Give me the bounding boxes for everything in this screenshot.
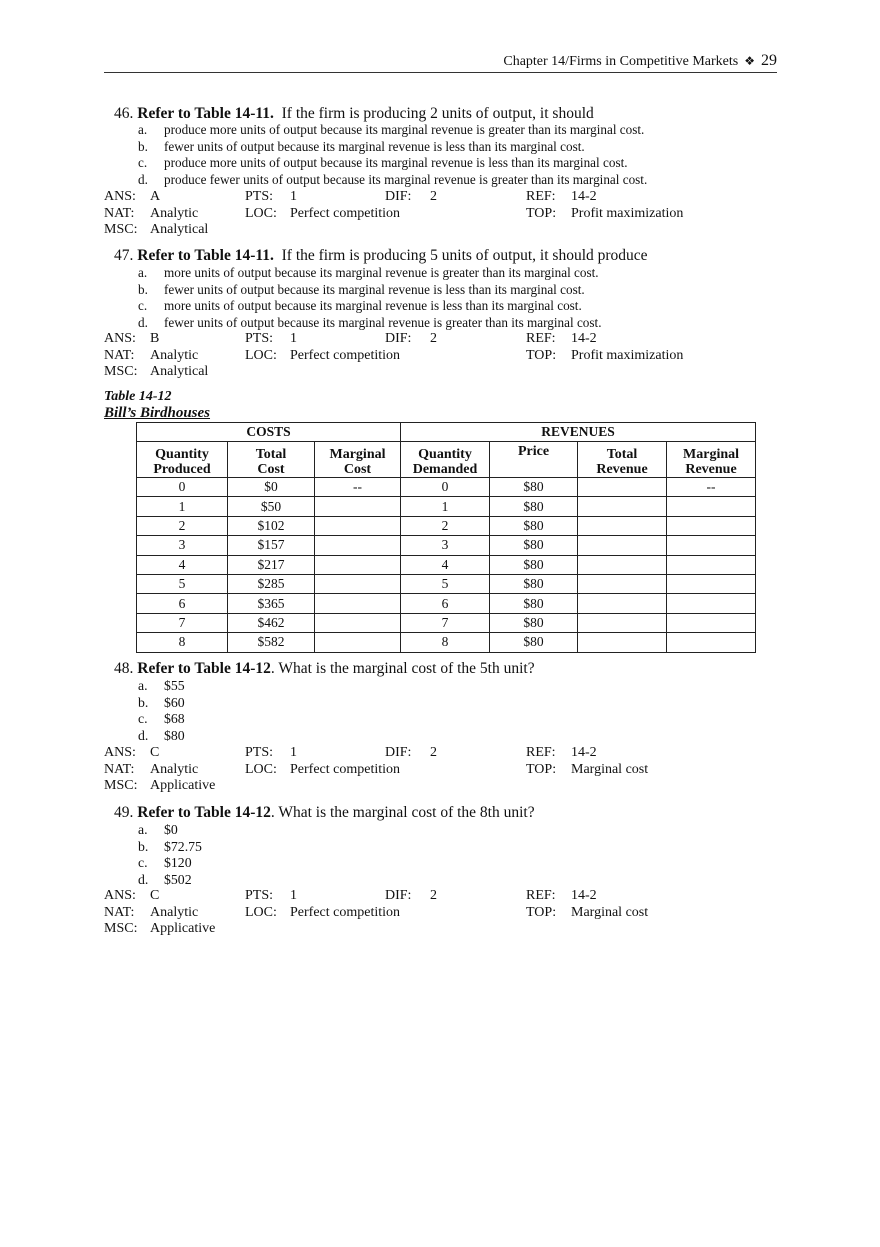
chapter-title: Chapter 14/Firms in Competitive Markets xyxy=(503,54,739,69)
page-number: 29 xyxy=(761,52,777,69)
table-group-header xyxy=(137,423,756,442)
table-cell: $80 xyxy=(490,613,578,632)
table-cell xyxy=(578,613,667,632)
choice-b: b. fewer units of output because its marginal revenue is less than its marginal cost. xyxy=(138,138,585,154)
question-stem: . What is the marginal cost of the 5th unit? xyxy=(270,660,535,677)
table-cell: 0 xyxy=(137,478,228,497)
table-cell xyxy=(315,613,401,632)
question-47-choices xyxy=(138,265,602,331)
costs-header: COSTS xyxy=(137,423,401,442)
choice-c: c. more units of output because its marginal revenue is less than its marginal cost. xyxy=(138,298,582,314)
table-column-header xyxy=(137,442,756,478)
choice-d: d. fewer units of output because its marginal revenue is greater than its marginal cost. xyxy=(138,314,602,330)
table-cell: -- xyxy=(315,478,401,497)
diamond-bullet-icon: ❖ xyxy=(744,54,755,68)
choice-b: b. fewer units of output because its marginal revenue is less than its marginal cost. xyxy=(138,281,585,297)
table-cell: 4 xyxy=(401,555,490,574)
table-cell xyxy=(667,613,756,632)
table-cell: $80 xyxy=(490,555,578,574)
table-cell: $80 xyxy=(490,574,578,593)
choice-a: a. more units of output because its marginal revenue is greater than its marginal cost. xyxy=(138,265,599,280)
table-row xyxy=(137,613,756,632)
table-cell xyxy=(667,555,756,574)
table-cell: $50 xyxy=(228,497,315,516)
choice-d: d. $80 xyxy=(138,727,185,743)
table-cell xyxy=(578,478,667,497)
table-cell xyxy=(315,536,401,555)
choice-c: c. $68 xyxy=(138,711,185,727)
column-header: Marginal Revenue xyxy=(667,442,756,478)
question-49-choices xyxy=(138,822,202,888)
table-cell: 6 xyxy=(137,594,228,613)
question-stem: If the firm is producing 5 units of output, it should produce xyxy=(281,247,648,264)
table-row xyxy=(137,516,756,535)
table-name: Bill’s Birdhouses xyxy=(104,405,211,421)
table-cell: 2 xyxy=(137,516,228,535)
table-cell: $462 xyxy=(228,613,315,632)
question-ref: Refer to Table 14-11. xyxy=(137,105,274,122)
question-ref: Refer to Table 14-11. xyxy=(137,247,274,264)
table-cell: 5 xyxy=(137,574,228,593)
table-row xyxy=(137,633,756,652)
column-header: Marginal Cost xyxy=(315,442,401,478)
choice-b: b. $72.75 xyxy=(138,838,202,854)
table-cell: 8 xyxy=(137,633,228,652)
table-cell: 2 xyxy=(401,516,490,535)
table-cell: 3 xyxy=(401,536,490,555)
question-49: 49. Refer to Table 14-12. What is the marginal cost of the 8th unit? xyxy=(114,804,535,821)
question-stem: . What is the marginal cost of the 8th unit? xyxy=(270,804,535,821)
table-cell: -- xyxy=(667,478,756,497)
table-cell: 8 xyxy=(401,633,490,652)
table-cell xyxy=(667,536,756,555)
table-cell: $217 xyxy=(228,555,315,574)
table-row xyxy=(137,536,756,555)
table-row xyxy=(137,478,756,497)
table-cell xyxy=(578,555,667,574)
choice-c: c. produce more units of output because its marginal revenue is less than its marginal cost. xyxy=(138,155,628,171)
question-48: 48. Refer to Table 14-12. What is the marginal cost of the 5th unit? xyxy=(114,660,535,677)
table-row xyxy=(137,497,756,516)
table-cell: $80 xyxy=(490,633,578,652)
table-cell: $102 xyxy=(228,516,315,535)
column-header: Quantity Demanded xyxy=(401,442,490,478)
table-cell xyxy=(315,633,401,652)
choice-c: c. $120 xyxy=(138,855,192,871)
column-header: Price xyxy=(490,442,578,478)
table-cell xyxy=(578,594,667,613)
table-cell xyxy=(315,555,401,574)
table-cell: $80 xyxy=(490,536,578,555)
table-cell: 1 xyxy=(401,497,490,516)
table-cell xyxy=(667,497,756,516)
choice-a: a. $0 xyxy=(138,822,178,837)
table-cell: 1 xyxy=(137,497,228,516)
table-cell: $157 xyxy=(228,536,315,555)
table-cell xyxy=(315,594,401,613)
choice-d: d. produce fewer units of output because its marginal revenue is greater than its marginal cost. xyxy=(138,171,648,187)
question-46-choices xyxy=(138,122,647,188)
table-cell: $365 xyxy=(228,594,315,613)
table-cell: 7 xyxy=(137,613,228,632)
choice-b: b. $60 xyxy=(138,694,185,710)
table-caption xyxy=(104,389,210,421)
table-row xyxy=(137,594,756,613)
table-cell: 7 xyxy=(401,613,490,632)
table-cell xyxy=(578,497,667,516)
question-stem: If the firm is producing 2 units of output, it should xyxy=(281,105,594,122)
column-header: Total Cost xyxy=(228,442,315,478)
question-46: 46. Refer to Table 14-11. If the firm is producing 2 units of output, it should xyxy=(114,105,594,122)
table-cell: $0 xyxy=(228,478,315,497)
choice-d: d. $502 xyxy=(138,871,192,887)
question-48-choices xyxy=(138,678,185,744)
question-ref: Refer to Table 14-12 xyxy=(137,804,271,821)
table-cell xyxy=(578,574,667,593)
birdhouses-table xyxy=(136,422,756,653)
question-ref: Refer to Table 14-12 xyxy=(137,660,271,677)
table-cell xyxy=(315,574,401,593)
table-row xyxy=(137,555,756,574)
table-title: Table 14-12 xyxy=(104,389,172,404)
table-body xyxy=(137,478,756,653)
table-cell xyxy=(315,497,401,516)
table-cell: 5 xyxy=(401,574,490,593)
page-header xyxy=(104,52,777,73)
table-cell: 0 xyxy=(401,478,490,497)
table-cell: 3 xyxy=(137,536,228,555)
table-cell xyxy=(667,594,756,613)
revenues-header: REVENUES xyxy=(401,423,756,442)
choice-a: a. produce more units of output because its marginal revenue is greater than its marginal cost. xyxy=(138,122,645,137)
table-cell xyxy=(667,574,756,593)
table-cell xyxy=(578,536,667,555)
document-page: Chapter 14/Firms in Competitive Markets ❖ 29 46. Refer to Table 14-11. If the firm is producing 2 units of output, it should a. produce more units of output because its marginal revenue is greater than its marginal cost. b. fewer units of output because its marginal revenue is less than its marginal cost. c. produce more units of output because its marginal revenue is less than its marginal cost. d. produce fewer units of output because its marginal revenue is greater than its marginal cost. ANS: A PTS: 1 DIF: 2 REF: 14-2 NAT: Analytic LOC: Perfect competition TOP: Profit maximization MSC: Analytical 47. Refer to Table 14-11. If the firm is producing 5 units of output, it should produce a. more units of output because its marginal revenue is greater than its marginal cost. b. fewer units of output because its marginal revenue is less than its marginal cost. c. more units of output because its marginal revenue is less than its marginal cost. d. fewer units of output because its marginal revenue is greater than its marginal cost. ANS: B PTS: 1 DIF: 2 REF: 14-2 NAT: Analytic LOC: Perfect competition TOP: Profit maximization MSC: Analytical Table 14-12 Bill’s Birdhouses COSTS REVENUES Quantity Produced Total Cost Marginal Cost Quantity Demanded Price Total Revenue Marginal Revenue 0 $0 -- 0 $80 -- 1 $50 1 $80 2 $102 2 $80 3 $157 3 $80 4 $217 4 $80 5 $285 5 $80 6 $365 6 $80 7 $462 7 $80 8 $582 8 $80 48. Refer to Table 14-12. What is the marginal cost of the 5th unit? a. $55 b. $60 c. $68 d. $80 ANS: C PTS: 1 DIF: 2 REF: 14-2 NAT: Analytic LOC: Perfect competition TOP: Marginal cost MSC: Applicative 49. Refer to Table 14-12. What is the marginal cost of the 8th unit? a. $0 b. $72.75 c. $120 d. $502 ANS: C PTS: 1 DIF: 2 REF: 14-2 NAT: Analytic LOC: Perfect competition TOP: Marginal cost MSC: Applicative xyxy=(104,52,777,937)
table-cell: $80 xyxy=(490,497,578,516)
question-47: 47. Refer to Table 14-11. If the firm is producing 5 units of output, it should produce xyxy=(114,247,648,264)
table-cell: $285 xyxy=(228,574,315,593)
table-cell: $80 xyxy=(490,516,578,535)
table-cell: $582 xyxy=(228,633,315,652)
column-header: Total Revenue xyxy=(578,442,667,478)
table-cell: $80 xyxy=(490,594,578,613)
table-cell xyxy=(578,633,667,652)
table-cell xyxy=(667,516,756,535)
column-header: Quantity Produced xyxy=(137,442,228,478)
table-cell xyxy=(578,516,667,535)
choice-a: a. $55 xyxy=(138,678,185,693)
table-cell xyxy=(667,633,756,652)
table-cell xyxy=(315,516,401,535)
table-cell: 6 xyxy=(401,594,490,613)
table-cell: 4 xyxy=(137,555,228,574)
table-row xyxy=(137,574,756,593)
table-cell: $80 xyxy=(490,478,578,497)
